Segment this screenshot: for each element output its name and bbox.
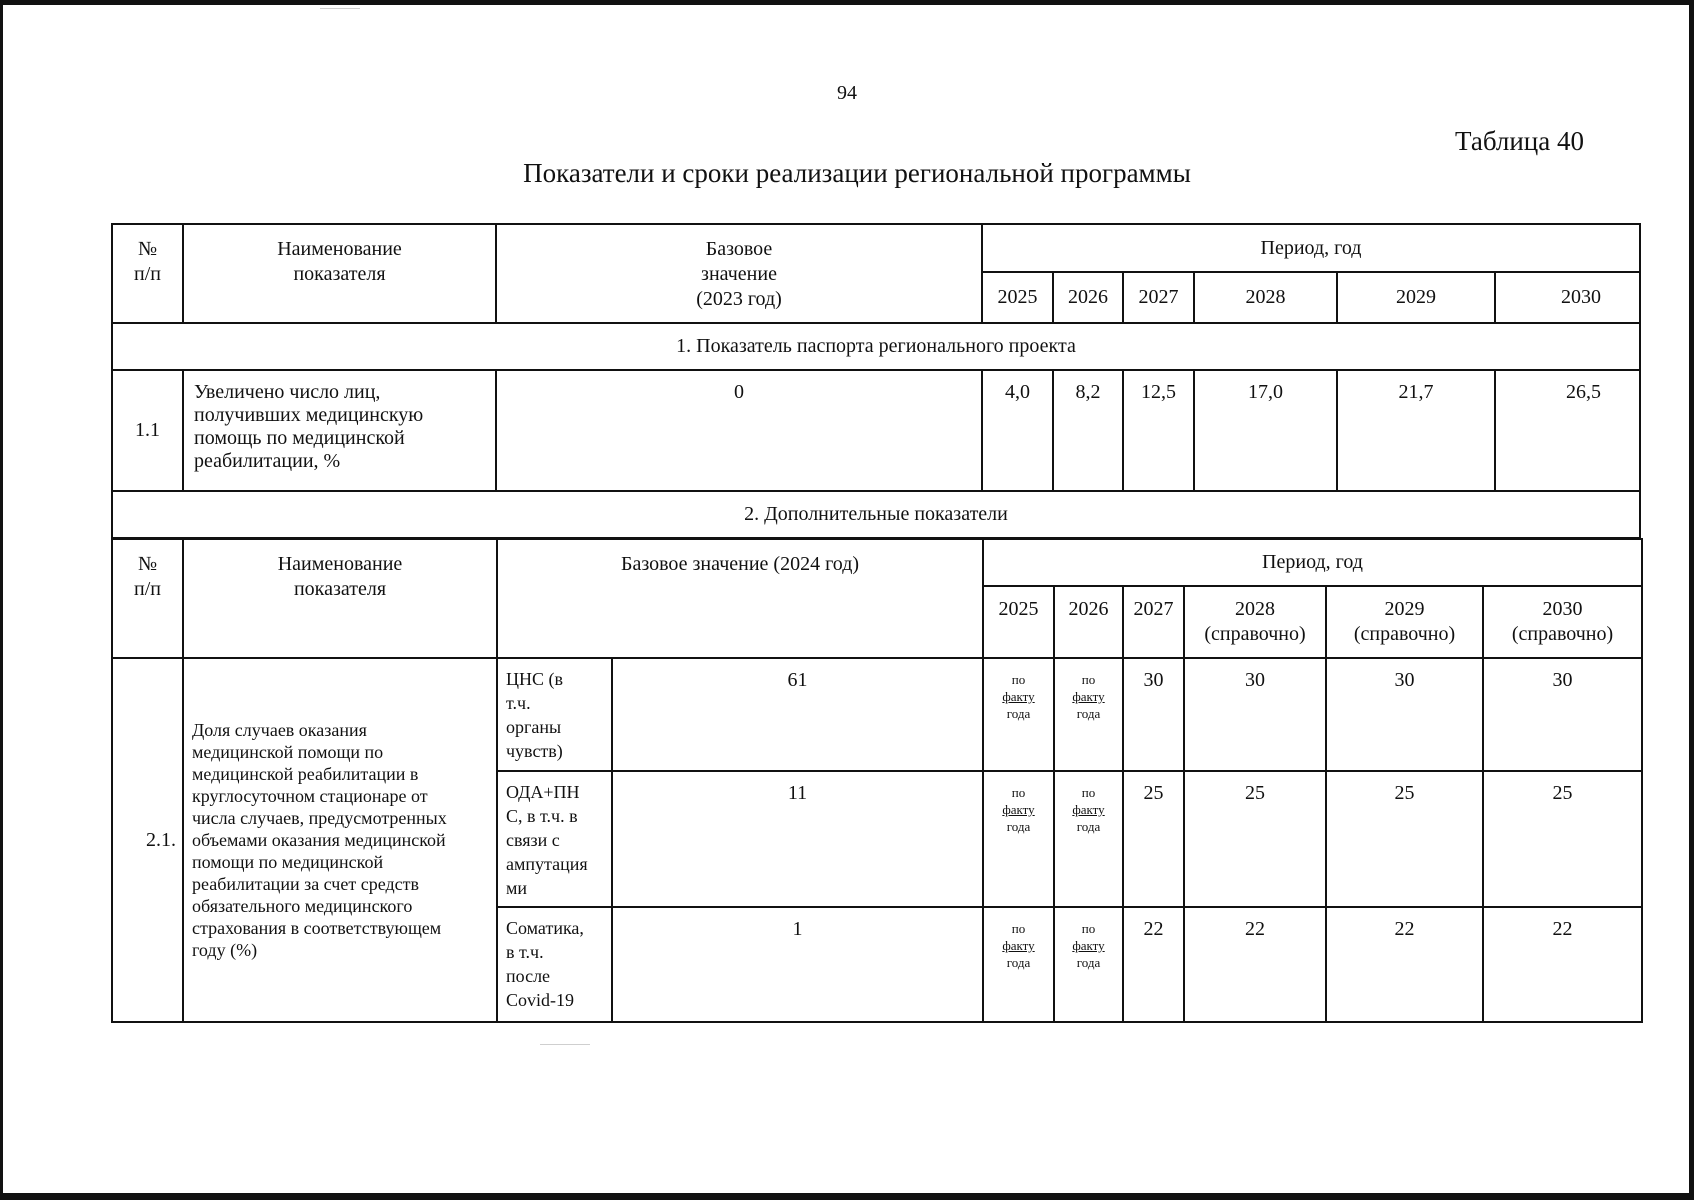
subgroup-label [497,658,612,771]
fact-note-line: факту [1072,689,1105,704]
year-value: 17,0 [1194,370,1337,491]
year-value: 30 [1483,658,1642,771]
subgroup-label [497,907,612,1022]
header-name-line: Наименование [277,553,403,575]
header-name-line: Наименование [277,238,402,260]
base-value: 61 [612,658,983,771]
fact-note-line: по [1081,921,1096,936]
fact-of-year-note [983,658,1054,771]
header-year: 2030 [1495,272,1640,323]
fact-note-line: года [1076,706,1101,721]
year-value: 22 [1184,907,1326,1022]
header-year-line: (справочно) [1511,623,1614,645]
subgroup-label [497,771,612,907]
header-year-reference [1326,586,1483,658]
header-number [112,224,183,323]
header-indicator-name [183,539,497,658]
indicator-name-line: реабилитации за счет средств [192,874,419,894]
year-value: 21,7 [1337,370,1495,491]
header-year: 2026 [1053,272,1123,323]
header-number-line: п/п [134,578,161,600]
row-number: 1.1 [112,370,183,491]
year-value: 25 [1184,771,1326,907]
base-value: 11 [612,771,983,907]
header-year-reference [1184,586,1326,658]
fact-of-year-note [1054,907,1123,1022]
header-base-value: Базовое значение (2024 год) [497,539,983,658]
header-number [112,539,183,658]
indicator-name-line: Доля случаев оказания [192,720,367,740]
year-value: 12,5 [1123,370,1194,491]
header-period: Период, год [983,539,1642,586]
header-year: 2027 [1123,272,1194,323]
fact-note-line: факту [1002,938,1035,953]
header-year-line: (справочно) [1353,623,1456,645]
header-year: 2025 [982,272,1053,323]
indicator-name-line: помощь по медицинской [194,427,405,449]
indicator-name-line: медицинской реабилитации в [192,764,419,784]
year-value: 30 [1326,658,1483,771]
subgroup-label-line: ампутация [506,854,588,874]
fact-note-line: факту [1072,938,1105,953]
year-value: 25 [1483,771,1642,907]
subgroup-label-line: чувств) [506,741,563,761]
indicator-name-line: медицинской помощи по [192,742,384,762]
indicator-name-line: году (%) [192,940,258,960]
indicator-name-line: числа случаев, предусмотренных [192,808,447,828]
fact-note-line: года [1076,819,1101,834]
subgroup-label-line: ми [506,878,528,898]
row-number: 2.1. [112,658,183,1022]
section-title-regional-project: 1. Показатель паспорта регионального проекта [112,323,1640,370]
section-title-additional: 2. Дополнительные показатели [112,491,1640,538]
fact-of-year-note [1054,658,1123,771]
fact-note-line: по [1081,785,1096,800]
subgroup-label-line: связи с [506,830,560,850]
subgroup-label-line: С, в т.ч. в [506,806,578,826]
year-value: 22 [1123,907,1184,1022]
subgroup-label-line: ЦНС (в [506,669,563,689]
fact-note-line: года [1006,955,1031,970]
subgroup-label-line: Covid-19 [506,990,575,1010]
header-number-line: № [137,238,158,260]
indicators-table-main [111,223,1641,539]
header-indicator-name [183,224,496,323]
indicator-name-line: помощи по медицинской [192,852,384,872]
base-value: 0 [496,370,982,491]
scan-artifact [540,1044,590,1045]
header-year: 2026 [1054,586,1123,658]
indicator-name-line: страхования в соответствующем [192,918,442,938]
year-value: 8,2 [1053,370,1123,491]
indicator-name [183,370,496,491]
year-value: 25 [1123,771,1184,907]
fact-note-line: по [1081,672,1096,687]
page-number: 94 [837,82,857,104]
fact-note-line: факту [1072,802,1105,817]
document-title: Показатели и сроки реализации региональной программы [523,158,1191,188]
fact-note-line: факту [1002,689,1035,704]
indicator-name-line: объемами оказания медицинской [192,830,446,850]
fact-note-line: года [1006,706,1031,721]
year-value: 22 [1483,907,1642,1022]
header-base-value [496,224,982,323]
subgroup-label-line: после [506,966,551,986]
header-base-line: Базовое [705,238,773,260]
year-value: 25 [1326,771,1483,907]
subgroup-label-line: т.ч. [506,693,531,713]
subgroup-label-line: Соматика, [506,918,584,938]
fact-note-line: года [1076,955,1101,970]
header-year-line: (справочно) [1204,623,1306,645]
fact-note-line: по [1011,785,1026,800]
indicator-name-line: реабилитации, % [194,450,341,472]
subgroup-label-line: в т.ч. [506,942,544,962]
year-value: 30 [1123,658,1184,771]
year-value: 4,0 [982,370,1053,491]
indicator-name-line: получивших медицинскую [194,404,424,426]
fact-note-line: факту [1002,802,1035,817]
year-value: 26,5 [1495,370,1640,491]
indicators-table-additional [111,538,1643,1023]
indicator-name-line: обязательного медицинского [192,896,413,916]
subgroup-label-line: органы [506,717,562,737]
header-year-line: 2028 [1235,598,1276,620]
fact-note-line: по [1011,921,1026,936]
fact-of-year-note [983,907,1054,1022]
indicator-name-line: Увеличено число лиц, [194,381,381,403]
header-name-line: показателя [293,263,386,285]
subgroup-label-line: ОДА+ПН [506,782,580,802]
header-year-reference [1483,586,1642,658]
scan-artifact [320,8,360,9]
fact-note-line: года [1006,819,1031,834]
header-number-line: п/п [134,263,161,285]
header-year: 2028 [1194,272,1337,323]
fact-of-year-note [1054,771,1123,907]
year-value: 22 [1326,907,1483,1022]
table-caption: Таблица 40 [1455,126,1584,156]
header-base-line: значение [701,263,777,285]
header-name-line: показателя [293,578,387,600]
header-period: Период, год [982,224,1640,272]
indicator-name [183,658,497,1022]
header-year: 2027 [1123,586,1184,658]
header-year-line: 2030 [1542,598,1583,620]
header-year: 2029 [1337,272,1495,323]
header-year: 2025 [983,586,1054,658]
header-number-line: № [137,553,158,575]
year-value: 30 [1184,658,1326,771]
fact-of-year-note [983,771,1054,907]
fact-note-line: по [1011,672,1026,687]
base-value: 1 [612,907,983,1022]
indicator-name-line: круглосуточном стационаре от [192,786,428,806]
header-base-line: (2023 год) [696,288,782,310]
header-year-line: 2029 [1384,598,1425,620]
